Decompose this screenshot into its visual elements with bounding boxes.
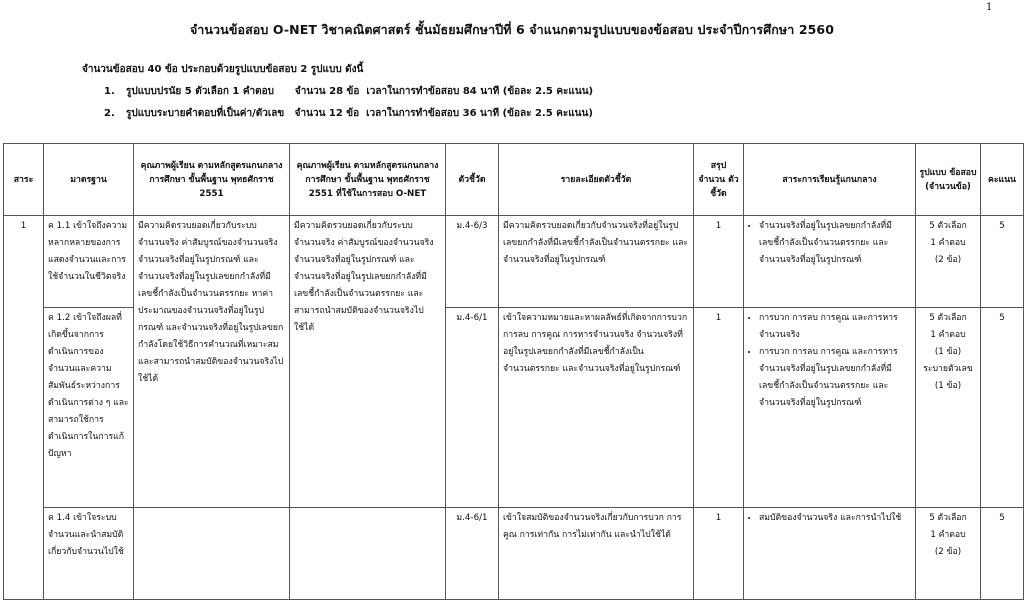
format-line-number: 2.	[104, 108, 115, 119]
format-cell	[916, 508, 981, 600]
count-cell: 1	[694, 308, 744, 508]
format-line: (2 ข้อ)	[934, 547, 962, 557]
format-line-text: รูปแบบปรนัย 5 ตัวเลือก 1 คำตอบ จำนวน 28 ข้อ เวลาในการทำข้อสอบ 84 นาที (ข้อละ 2.5 คะแนน)	[126, 86, 594, 97]
page-number: 1	[986, 2, 993, 13]
strand-cell: 1	[4, 216, 44, 600]
detail-cell: เข้าใจสมบัติของจำนวนจริงเกี่ยวกับการบวก การคูณ การเท่ากัน การไม่เท่ากัน และนำไปใช้ได้	[499, 508, 694, 600]
format-line: 5 ตัวเลือก	[929, 221, 967, 231]
empty-cell	[290, 508, 446, 600]
format-cell	[916, 216, 981, 308]
indicator-cell: ม.4-6/1	[446, 508, 499, 600]
table-row	[4, 508, 1024, 600]
format-line: 1 คำตอบ	[930, 330, 966, 340]
header-score: คะแนน	[981, 144, 1024, 216]
format-line-text: รูปแบบระบายคำตอบที่เป็นค่า/ตัวเลข จำนวน 12 ข้อ เวลาในการทำข้อสอบ 36 นาที (ข้อละ 2.5 คะแนน)	[126, 108, 593, 119]
quality-core-cell: มีความคิดรวบยอดเกี่ยวกับระบบจำนวนจริง ค่าสัมบูรณ์ของจำนวนจริง จำนวนจริงที่อยู่ในรูปกรณฑ์ และจำนวนจริงที่อยู่ในรูปเลขยกกำลังที่มีเลขชี้กำลังเป็นจำนวนตรรกยะ หาค่าประมาณของจำนวนจริงที่อยู่ในรูปกรณฑ์ และจำนวนจริงที่อยู่ในรูปเลขยกกำลังโดยใช้วิธีการคำนวณที่เหมาะสมและสามารถนำสมบัติของจำนวนจริงไปใช้ได้	[134, 216, 290, 508]
header-indicator-detail: รายละเอียดตัวชี้วัด	[499, 144, 694, 216]
format-line: 5 ตัวเลือก	[929, 313, 967, 323]
content-cell	[744, 216, 916, 308]
table-row	[4, 216, 1024, 308]
table-header-row	[4, 144, 1024, 216]
header-exam-format: รูปแบบ ข้อสอบ (จำนวนข้อ)	[916, 144, 981, 216]
format-cell	[916, 308, 981, 508]
format-line-number: 1.	[104, 86, 115, 97]
format-line: 1 คำตอบ	[930, 238, 966, 248]
content-item: • การบวก การลบ การคูณ และการหารจำนวนจริงที่อยู่ในรูปเลขยกกำลังที่มีเลขชี้กำลังเป็นจำนวนตรรกยะ และจำนวนจริงที่อยู่ในรูปกรณฑ์	[759, 344, 911, 412]
header-standard: มาตรฐาน	[44, 144, 134, 216]
header-strand: สาระ	[4, 144, 44, 216]
count-cell: 1	[694, 508, 744, 600]
quality-onet-cell: มีความคิดรวบยอดเกี่ยวกับระบบจำนวนจริง ค่าสัมบูรณ์ของจำนวนจริง จำนวนจริงที่อยู่ในรูปกรณฑ์ และจำนวนจริงที่อยู่ในรูปเลขยกกำลังที่มีเลขชี้กำลังเป็นจำนวนตรรกยะ และสามารถนำสมบัติของจำนวนจริงไปใช้ได้	[290, 216, 446, 508]
format-line: (1 ข้อ)	[934, 347, 962, 357]
header-quality-onet: คุณภาพผู้เรียน ตามหลักสูตรแกนกลางการศึกษา ขั้นพื้นฐาน พุทธศักราช 2551 ที่ใช้ในการสอบ O-NET	[290, 144, 446, 216]
score-cell: 5	[981, 216, 1024, 308]
indicator-cell: ม.4-6/3	[446, 216, 499, 308]
format-line-1	[104, 84, 593, 99]
detail-cell: เข้าใจความหมายและหาผลลัพธ์ที่เกิดจากการบวก การลบ การคูณ การหารจำนวนจริง จำนวนจริงที่อยู่ในรูปเลขยกกำลังที่มีเลขชี้กำลังเป็นจำนวนตรรกยะ และจำนวนจริงที่อยู่ในรูปกรณฑ์	[499, 308, 694, 508]
score-cell: 5	[981, 508, 1024, 600]
content-cell	[744, 308, 916, 508]
format-line: 1 คำตอบ	[930, 530, 966, 540]
content-cell	[744, 508, 916, 600]
indicator-cell: ม.4-6/1	[446, 308, 499, 508]
header-core-content: สาระการเรียนรู้แกนกลาง	[744, 144, 916, 216]
format-line: ระบายตัวเลข	[923, 364, 973, 374]
format-line: (1 ข้อ)	[934, 381, 962, 391]
format-line-2	[104, 106, 593, 121]
format-line: (2 ข้อ)	[934, 255, 962, 265]
score-cell: 5	[981, 308, 1024, 508]
header-summary-count: สรุป จำนวน ตัวชี้วัด	[694, 144, 744, 216]
detail-cell: มีความคิดรวบยอดเกี่ยวกับจำนวนจริงที่อยู่ในรูปเลขยกกำลังที่มีเลขชี้กำลังเป็นจำนวนตรรกยะ และจำนวนจริงที่อยู่ในรูปกรณฑ์	[499, 216, 694, 308]
exam-table	[3, 143, 1024, 600]
page-title: จำนวนข้อสอบ O-NET วิชาคณิตศาสตร์ ชั้นมัธยมศึกษาปีที่ 6 จำแนกตามรูปแบบของข้อสอบ ประจำปีการศึกษา 2560	[189, 22, 835, 37]
standard-cell: ค 1.2 เข้าใจถึงผลที่เกิดขึ้นจากการดำเนินการของจำนวนและความสัมพันธ์ระหว่างการดำเนินการต่าง ๆ และสามารถใช้การดำเนินการในการแก้ปัญหา	[44, 308, 134, 508]
standard-cell: ค 1.1 เข้าใจถึงความหลากหลายของการแสดงจำนวนและการใช้จำนวนในชีวิตจริง	[44, 216, 134, 308]
content-item: • จำนวนจริงที่อยู่ในรูปเลขยกกำลังที่มีเลขชี้กำลังเป็นจำนวนตรรกยะ และจำนวนจริงที่อยู่ในรูปกรณฑ์	[759, 218, 911, 269]
header-indicator: ตัวชี้วัด	[446, 144, 499, 216]
content-item: • การบวก การลบ การคูณ และการหารจำนวนจริง	[759, 310, 911, 344]
intro-text: จำนวนข้อสอบ 40 ข้อ ประกอบด้วยรูปแบบข้อสอบ 2 รูปแบบ ดังนี้	[82, 64, 364, 75]
empty-cell	[134, 508, 290, 600]
content-item: • สมบัติของจำนวนจริง และการนำไปใช้	[759, 510, 911, 527]
format-line: 5 ตัวเลือก	[929, 513, 967, 523]
standard-cell: ค 1.4 เข้าใจระบบจำนวนและนำสมบัติเกี่ยวกับจำนวนไปใช้	[44, 508, 134, 600]
header-quality-core: คุณภาพผู้เรียน ตามหลักสูตรแกนกลางการศึกษา ขั้นพื้นฐาน พุทธศักราช 2551	[134, 144, 290, 216]
count-cell: 1	[694, 216, 744, 308]
